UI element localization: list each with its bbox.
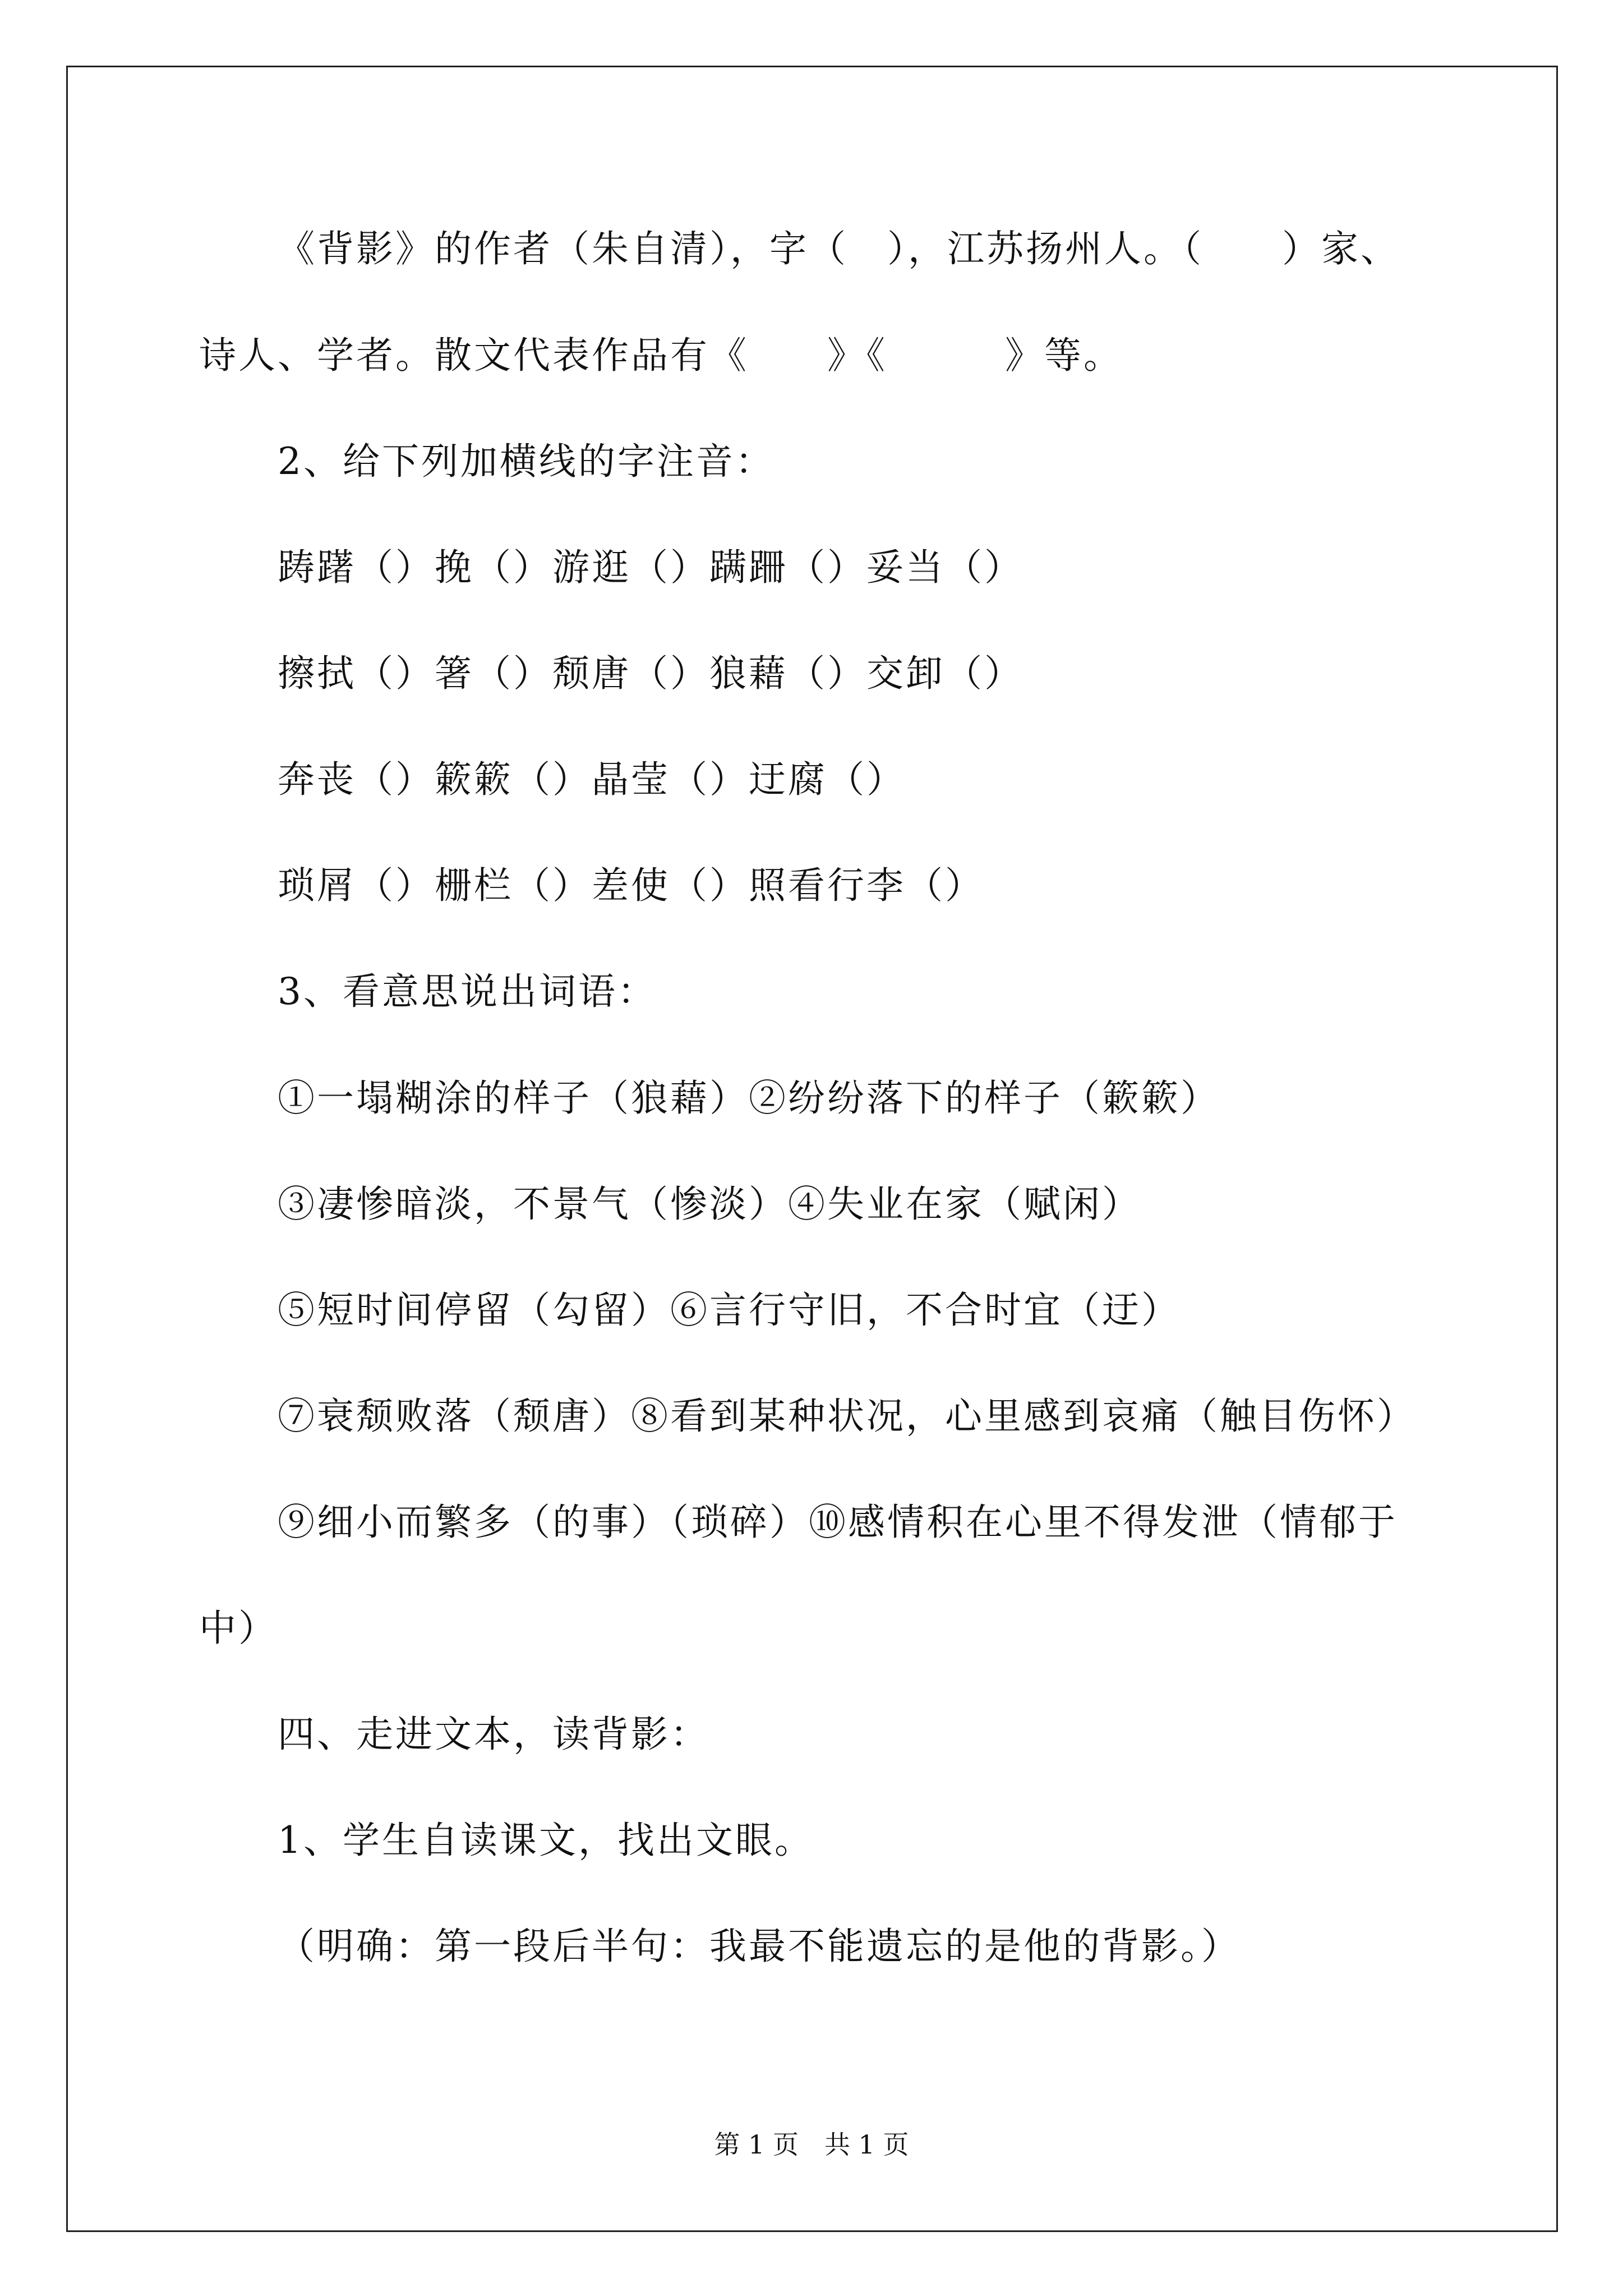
page-border [66,66,1558,2232]
vocab-line-4: ⑦衰颓败落（颓唐）⑧看到某种状况，心里感到哀痛（触目伤怀） [278,1395,1416,1438]
task-1-text: 1、学生自读课文，找出文眼。 [278,1819,814,1862]
pinyin-row-1: 踌躇（）挽（）游逛（）蹒跚（）妥当（） [278,546,1023,589]
vocab-line-3: ⑤短时间停留（勾留）⑥言行守旧，不合时宜（迂） [278,1289,1181,1332]
vocab-line-1: ①一塌糊涂的样子（狼藉）②纷纷落下的样子（簌簌） [278,1076,1220,1120]
vocab-line-2: ③凄惨暗淡，不景气（惨淡）④失业在家（赋闲） [278,1182,1141,1226]
section-3-heading: 3、看意思说出词语： [278,970,657,1013]
section-4-heading: 四、走进文本，读背影： [278,1713,709,1756]
pinyin-row-3: 奔丧（）簌簌（）晶莹（）迂腐（） [278,758,906,801]
section-2-heading: 2、给下列加横线的字注音： [278,440,774,483]
vocab-line-5-continued: 中） [199,1607,278,1650]
vocab-line-5: ⑨细小而繁多（的事）（琐碎）⑩感情积在心里不得发泄（情郁于 [278,1501,1398,1544]
pinyin-row-4: 琐屑（）栅栏（）差使（）照看行李（） [278,864,984,907]
page-footer: 第 1 页 共 1 页 [714,2129,909,2160]
answer-note: （明确：第一段后半句：我最不能遗忘的是他的背影。） [278,1925,1241,1968]
author-intro-line-2: 诗人、学者。散文代表作品有《 》《 》等。 [199,334,1123,377]
pinyin-row-2: 擦拭（）箸（）颓唐（）狼藉（）交卸（） [278,652,1023,695]
author-intro-line-1: 《背影》的作者（朱自清），字（ ），江苏扬州人。（ ）家、 [278,227,1400,270]
